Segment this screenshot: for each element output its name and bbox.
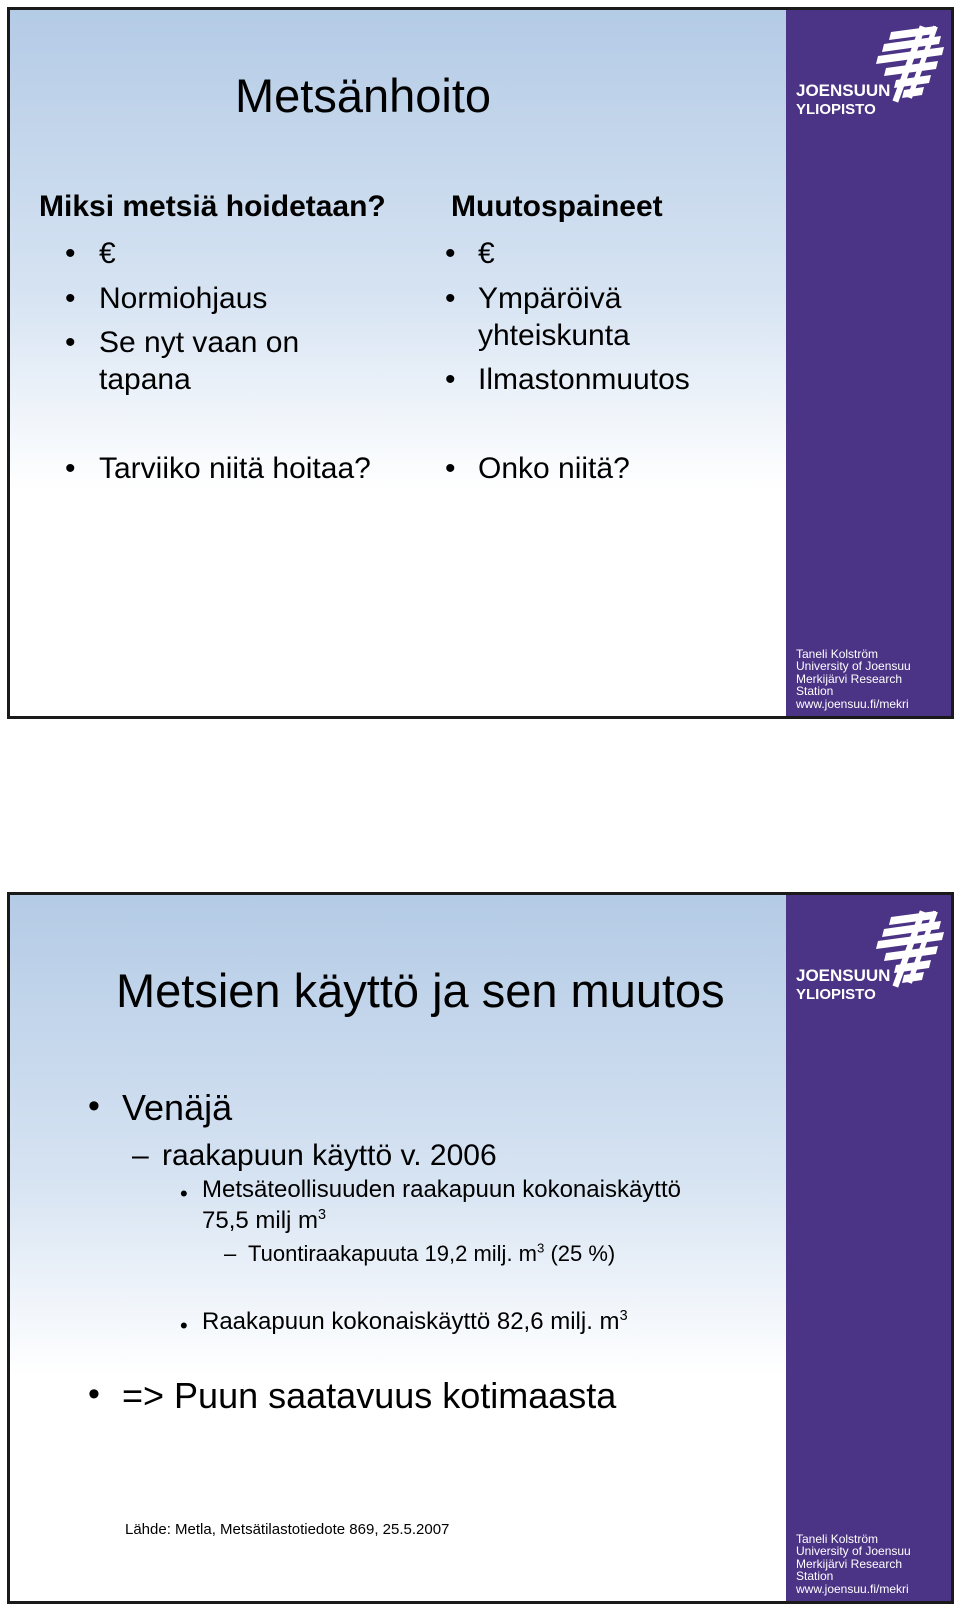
author-credit — [796, 1533, 911, 1596]
bullet-icon: • — [180, 1313, 188, 1338]
bullet-icon: • — [65, 237, 76, 270]
credit-name: Taneli Kolström — [796, 1531, 879, 1546]
slide-title: Metsänhoito — [235, 69, 492, 122]
list-item: € — [478, 237, 495, 270]
list-item-level4: Tuontiraakapuuta 19,2 milj. $m^3$ (25 %) — [248, 1240, 616, 1266]
logo-text-line2: YLIOPISTO — [796, 101, 876, 118]
bullet-icon: • — [445, 282, 456, 315]
bullet-icon: • — [88, 1375, 100, 1413]
bullet-icon: • — [445, 363, 456, 396]
credit-station: Merkijärvi Research — [796, 671, 903, 686]
brand-sidebar — [786, 10, 951, 716]
left-heading: Miksi metsiä hoidetaan? — [39, 190, 386, 223]
list-item: Normiohjaus — [99, 282, 268, 315]
source-note: Lähde: Metla, Metsätilastotiedote 869, 25.5.2007 — [125, 1521, 450, 1538]
logo-text-line1: JOENSUUN — [796, 81, 891, 100]
list-item-level3: Raakapuun kokonaiskäyttö 82,6 milj. $m^3$ — [202, 1308, 628, 1335]
bullet-icon: • — [445, 452, 456, 485]
list-item: € — [99, 237, 116, 270]
logo-text-line2: YLIOPISTO — [796, 986, 876, 1003]
conclusion: => Puun saatavuus kotimaasta — [122, 1375, 617, 1416]
credit-station: Merkijärvi Research — [796, 1556, 903, 1571]
bullet-icon: • — [445, 237, 456, 270]
credit-station-2: Station — [796, 684, 834, 698]
slide-1 — [7, 7, 954, 719]
slide-2 — [7, 892, 954, 1604]
credit-url: www.joensuu.fi/mekri — [796, 1581, 909, 1596]
list-item-level3-continued: 75,5 milj $m^3$ — [202, 1207, 327, 1234]
credit-university: University of Joensuu — [796, 659, 911, 673]
list-item-level3: Metsäteollisuuden raakapuun kokonaiskäyttö — [202, 1176, 681, 1203]
bullet-icon: • — [88, 1087, 100, 1125]
brand-sidebar — [786, 895, 951, 1601]
list-item: Ilmastonmuutos — [478, 363, 690, 396]
slide-title: Metsien käyttö ja sen muutos — [116, 964, 725, 1017]
right-heading: Muutospaineet — [451, 190, 663, 223]
bullet-icon: • — [65, 326, 76, 359]
bullet-icon: • — [65, 282, 76, 315]
list-item-continued: yhteiskunta — [478, 319, 630, 352]
credit-university: University of Joensuu — [796, 1544, 911, 1558]
list-item: Ympäröivä — [478, 282, 622, 315]
list-item-level2: raakapuun käyttö v. 2006 — [162, 1139, 497, 1172]
list-item-continued: tapana — [99, 363, 191, 396]
bullet-icon: • — [180, 1181, 188, 1206]
list-item-level1: Venäjä — [122, 1087, 233, 1128]
logo-text-line1: JOENSUUN — [796, 966, 891, 985]
list-item: Se nyt vaan on — [99, 326, 300, 359]
credit-name: Taneli Kolström — [796, 646, 879, 661]
dash-icon: – — [132, 1139, 149, 1172]
bullet-icon: • — [65, 452, 76, 485]
list-item: Tarviiko niitä hoitaa? — [99, 452, 371, 485]
university-logo-icon — [796, 24, 946, 124]
author-credit — [796, 648, 911, 711]
dash-icon: – — [224, 1241, 237, 1266]
credit-station-2: Station — [796, 1569, 834, 1583]
university-logo-icon — [796, 909, 946, 1009]
credit-url: www.joensuu.fi/mekri — [796, 696, 909, 711]
list-item: Onko niitä? — [478, 452, 630, 485]
